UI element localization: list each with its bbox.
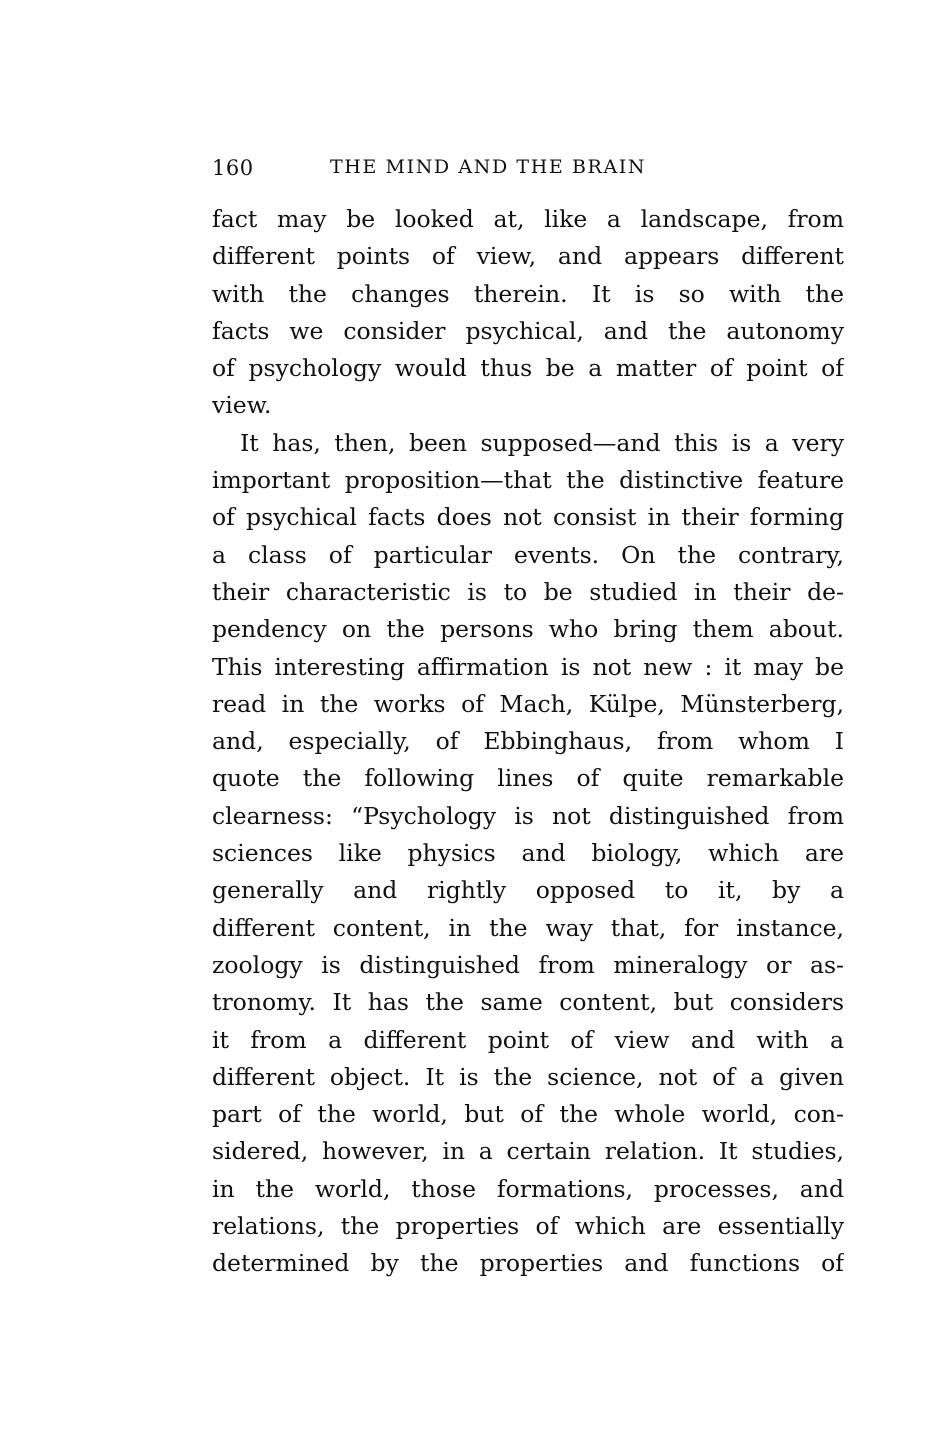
text-line: important proposition—that the distinctive feature [212,466,844,495]
text-line: determined by the properties and functions of [212,1249,844,1278]
text-line: pendency on the persons who bring them about. [212,615,844,644]
body-text [212,201,844,1283]
text-line: quote the following lines of quite remarkable [212,764,844,793]
text-line: it from a different point of view and with a [212,1025,844,1054]
text-line: different object. It is the science, not of a given [212,1062,844,1091]
text-line: It has, then, been supposed—and this is a very [240,428,844,457]
text-line: This interesting affirmation is not new : it may be [212,652,844,681]
text-line: of psychical facts does not consist in their forming [212,503,844,532]
text-line: zoology is distinguished from mineralogy or as- [212,950,844,979]
text-line: generally and rightly opposed to it, by a [212,876,844,905]
text-line: with the changes therein. It is so with the [212,279,844,308]
text-line: sciences like physics and biology, which are [212,839,844,868]
text-line: facts we consider psychical, and the autonomy [212,316,844,345]
text-line: different content, in the way that, for instance, [212,913,844,942]
text-line: different points of view, and appears different [212,242,844,271]
text-line: sidered, however, in a certain relation. It studies, [212,1137,844,1166]
text-line: tronomy. It has the same content, but considers [212,988,844,1017]
text-line: of psychology would thus be a matter of point of [212,354,844,383]
text-line: part of the world, but of the whole world, con- [212,1100,844,1129]
text-line: their characteristic is to be studied in their de- [212,577,844,606]
text-line: relations, the properties of which are essentially [212,1212,844,1241]
text-line: fact may be looked at, like a landscape, from [212,205,844,233]
paragraph-1 [212,201,844,425]
text-line: view. [212,391,272,420]
running-title: THE MIND AND THE BRAIN [330,156,647,178]
page-number: 160 [212,156,254,180]
paragraph-2 [212,425,844,1283]
text-line: in the world, those formations, processes, and [212,1174,844,1203]
text-line: and, especially, of Ebbinghaus, from whom I [212,727,844,756]
text-line: clearness: “Psychology is not distinguished from [212,801,844,830]
running-head [212,156,844,186]
text-line: a class of particular events. On the contrary, [212,540,844,569]
text-line: read in the works of Mach, Külpe, Münsterberg, [212,689,844,718]
